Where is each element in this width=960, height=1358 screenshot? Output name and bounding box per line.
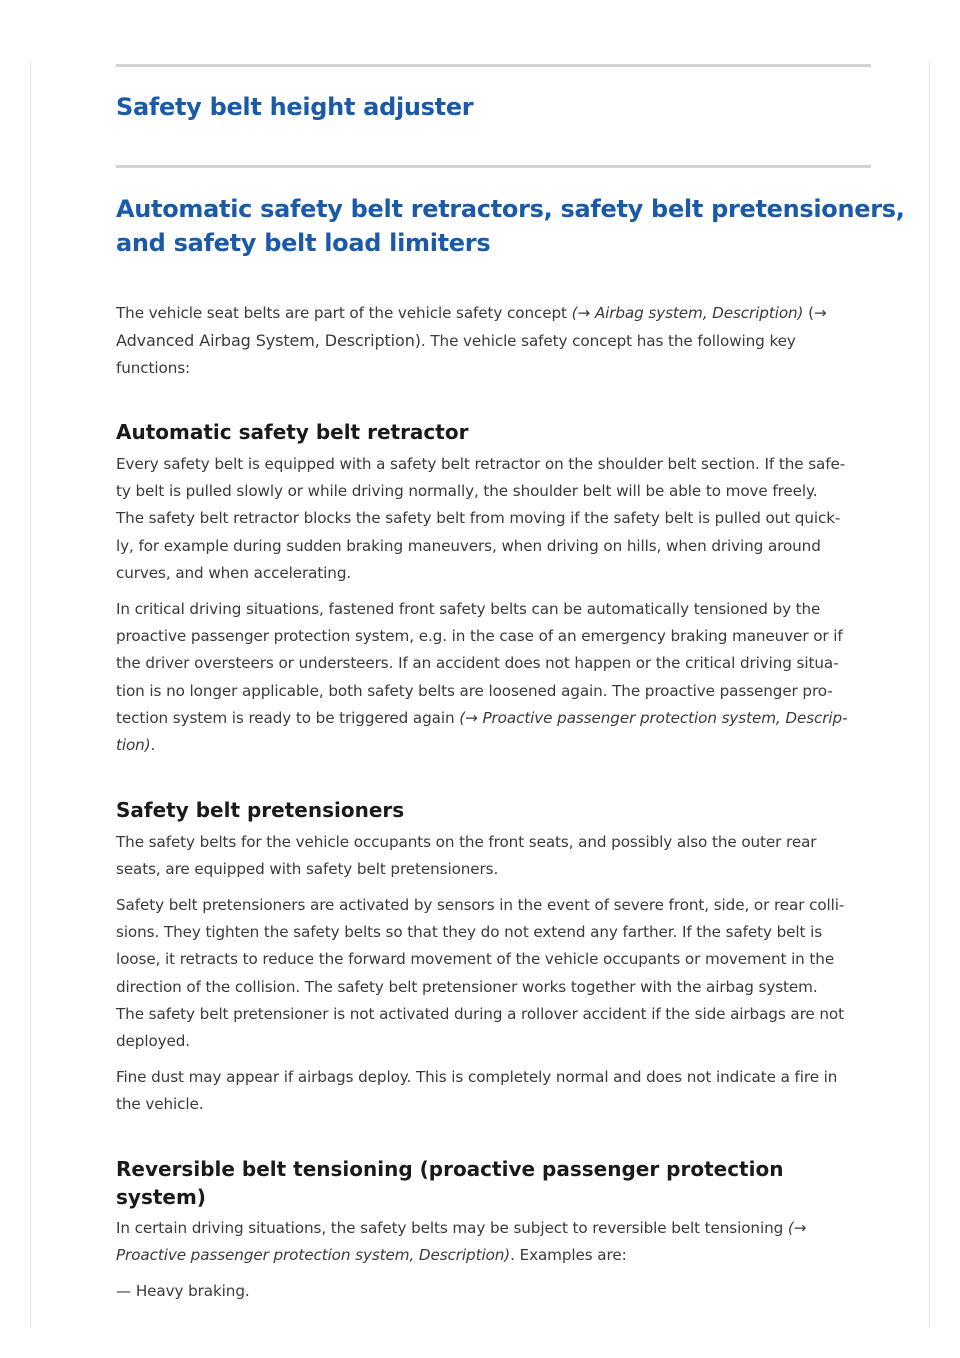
arrow-right-icon: → xyxy=(793,1219,807,1237)
pretensioners-paragraph-2: Safety belt pretensioners are activated by sensors in the event of severe front, side, or rear colli- sions. They tighten the safety belts so that they do not extend any farther. If the safety belt is loose, it retracts to reduce the forward movement of the vehicle occupants or movement in the direction of the collision. The safety belt pretensioner works together with the airbag system. The safety belt pretensioner is not activated during a rollover accident if the side airbags are not deployed. xyxy=(116,896,845,1051)
left-margin-line xyxy=(30,62,31,1328)
reversible-heading-line2: system) xyxy=(116,1185,206,1209)
arrow-right-icon: → xyxy=(813,304,827,322)
pretensioners-paragraph-3: Fine dust may appear if airbags deploy. This is completely normal and does not indicate a fire in the vehicle. xyxy=(116,1068,838,1114)
reversible-heading-line1: Reversible belt tensioning (proactive passenger protection xyxy=(116,1157,784,1181)
intro-text: The vehicle seat belts are part of the vehicle safety concept xyxy=(116,304,572,322)
section-title-line2: and safety belt load limiters xyxy=(116,229,491,257)
pretensioners-paragraph-1: The safety belts for the vehicle occupants on the front seats, and possibly also the outer rear seats, are equipped with safety belt pretensioners. xyxy=(116,833,817,879)
intro-paragraph: The vehicle seat belts are part of the vehicle safety concept (→ Airbag system, Description) (→ Advanced Airbag System, Description). The vehicle safety concept has the following key functions: xyxy=(116,300,871,383)
proactive-protection-link[interactable]: (→ Proactive passenger protection system, Descrip- xyxy=(459,708,848,727)
arrow-right-icon: → xyxy=(465,708,478,727)
proactive-protection-link-cont[interactable]: tion) xyxy=(116,736,151,755)
advanced-airbag-link[interactable]: Advanced Airbag System, Description) xyxy=(116,331,421,351)
top-divider xyxy=(116,64,871,67)
page-title: Safety belt height adjuster xyxy=(116,93,474,121)
arrow-right-icon: → xyxy=(577,304,591,322)
section-title-line1: Automatic safety belt retractors, safety belt pretensioners, xyxy=(116,195,905,223)
right-margin-line xyxy=(929,62,930,1328)
retractor-paragraph-2: In critical driving situations, fastened front safety belts can be automatically tensioned by the proactive passenger protection system, e.g. in the case of an emergency braking maneuver or if the driver oversteers or understeers. If an accident does not happen or the critical driving situa- tion is no longer applicable, both safety belts are loosened again. The proactive passenger pro- tection system is ready to be triggered again (→ Proactive passenger protection system, Descrip- tion). xyxy=(116,600,848,755)
pretensioners-heading: Safety belt pretensioners xyxy=(116,798,405,822)
list-item: — Heavy braking. xyxy=(116,1282,250,1300)
reversible-paragraph-1: In certain driving situations, the safety belts may be subject to reversible belt tensioning (→ Proactive passenger protection system, Description). Examples are: xyxy=(116,1219,807,1265)
airbag-system-link[interactable]: (→ Airbag system, Description) xyxy=(571,304,804,322)
intro-text-end: functions: xyxy=(116,359,191,378)
proactive-protection-link-2[interactable]: (→ xyxy=(787,1219,807,1237)
proactive-protection-link-2-cont[interactable]: Proactive passenger protection system, Description) xyxy=(116,1246,511,1265)
retractor-heading: Automatic safety belt retractor xyxy=(116,420,469,444)
reversible-list xyxy=(116,1278,871,1305)
retractor-paragraph-1: Every safety belt is equipped with a safety belt retractor on the shoulder belt section. If the safe- ty belt is pulled slowly or while driving normally, the shoulder belt will be able to move freely. The safety belt retractor blocks the safety belt from moving if the safety belt is pulled out quick- ly, for example during sudden braking maneuvers, when driving on hills, when driving around curves, and when accelerating. xyxy=(116,455,846,582)
section-divider xyxy=(116,165,871,168)
